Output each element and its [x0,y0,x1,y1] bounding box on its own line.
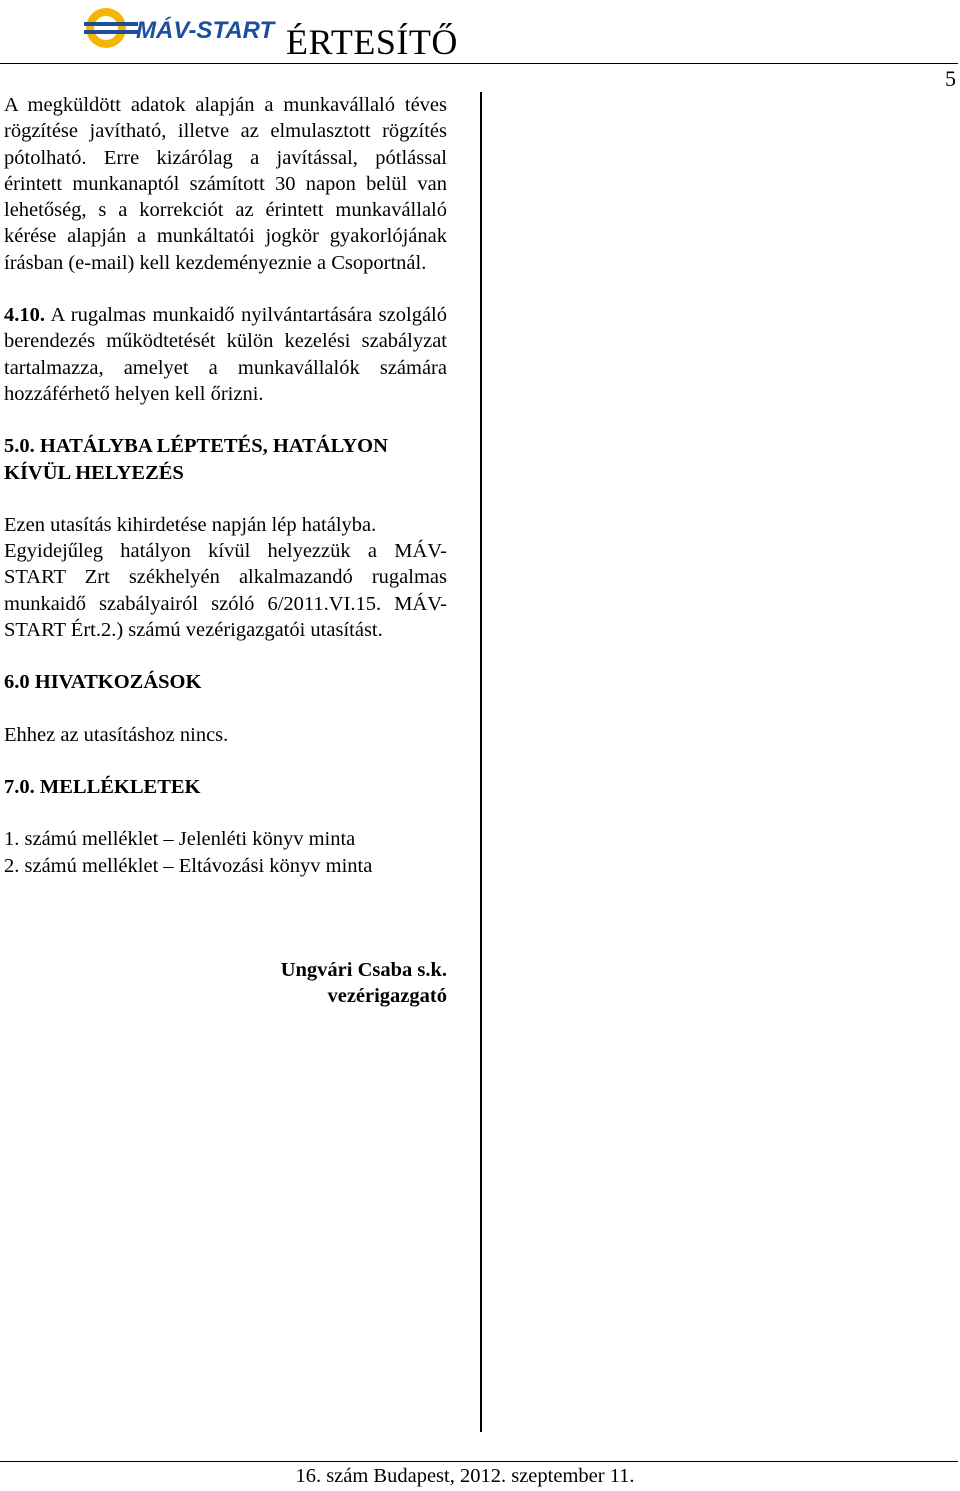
footer-divider [0,1461,958,1462]
section-6-heading: 6.0 HIVATKOZÁSOK [4,671,202,694]
attachment-item: 2. számú melléklet – Eltávozási könyv minta [4,854,373,877]
signer-name: Ungvári Csaba s.k. [280,958,447,981]
paragraph-4-10 [4,302,447,407]
logo-emblem-inner [94,16,118,40]
paragraph-correction: A megküldött adatok alapján a munkavállaló téves rögzítése javítható, illetve az elmulasztott rögzítés pótolható. Erre kizárólag a javítással, pótlással érintett munkanaptól számított 30 napon belül van lehetőség, s a korrekciót az érintett munkavállaló kérése alapján a munkáltatói jogkör gyakorlójának írásban (e-mail) kell kezdeményeznie a Csoportnál. [4,94,447,274]
mav-start-logo [80,4,280,54]
header-divider [0,63,958,64]
left-column [4,92,447,1009]
section-6-text: Ehhez az utasításhoz nincs. [4,723,229,746]
signature-block [4,957,447,1010]
section-5-heading: 5.0. HATÁLYBA LÉPTETÉS, HATÁLYON KÍVÜL HELYEZÉS [4,435,388,484]
section-5-paragraph: Egyidejűleg hatályon kívül helyezzük a MÁV-START Zrt székhelyén alkalmazandó rugalmas munkaidő szabályairól szóló 6/2011.VI.15. MÁV-START Ért.2.) számú vezérigazgatói utasítást. [4,540,447,642]
logo-text: MÁV-START [136,17,275,44]
column-divider [480,92,482,1432]
page-number: 5 [945,66,956,91]
logo-stripe-top [84,22,138,26]
signer-title: vezérigazgató [327,985,447,1008]
newsletter-title: ÉRTESÍTŐ [286,22,458,62]
section-5-line: Ezen utasítás kihirdetése napján lép hatályba. [4,513,377,536]
attachment-item: 1. számú melléklet – Jelenléti könyv minta [4,828,356,851]
section-7-heading: 7.0. MELLÉKLETEK [4,775,201,798]
section-number-4-10: 4.10. [4,304,45,327]
logo-stripe-bottom [84,30,138,34]
footer-issue-info: 16. szám Budapest, 2012. szeptember 11. [295,1465,635,1487]
paragraph-4-10-text: A rugalmas munkaidő nyilvántartására szolgáló berendezés működtetését külön kezelési szabályzat tartalmazza, amelyet a munkavállalók számára hozzáférhető helyen kell őrizni. [4,304,447,405]
